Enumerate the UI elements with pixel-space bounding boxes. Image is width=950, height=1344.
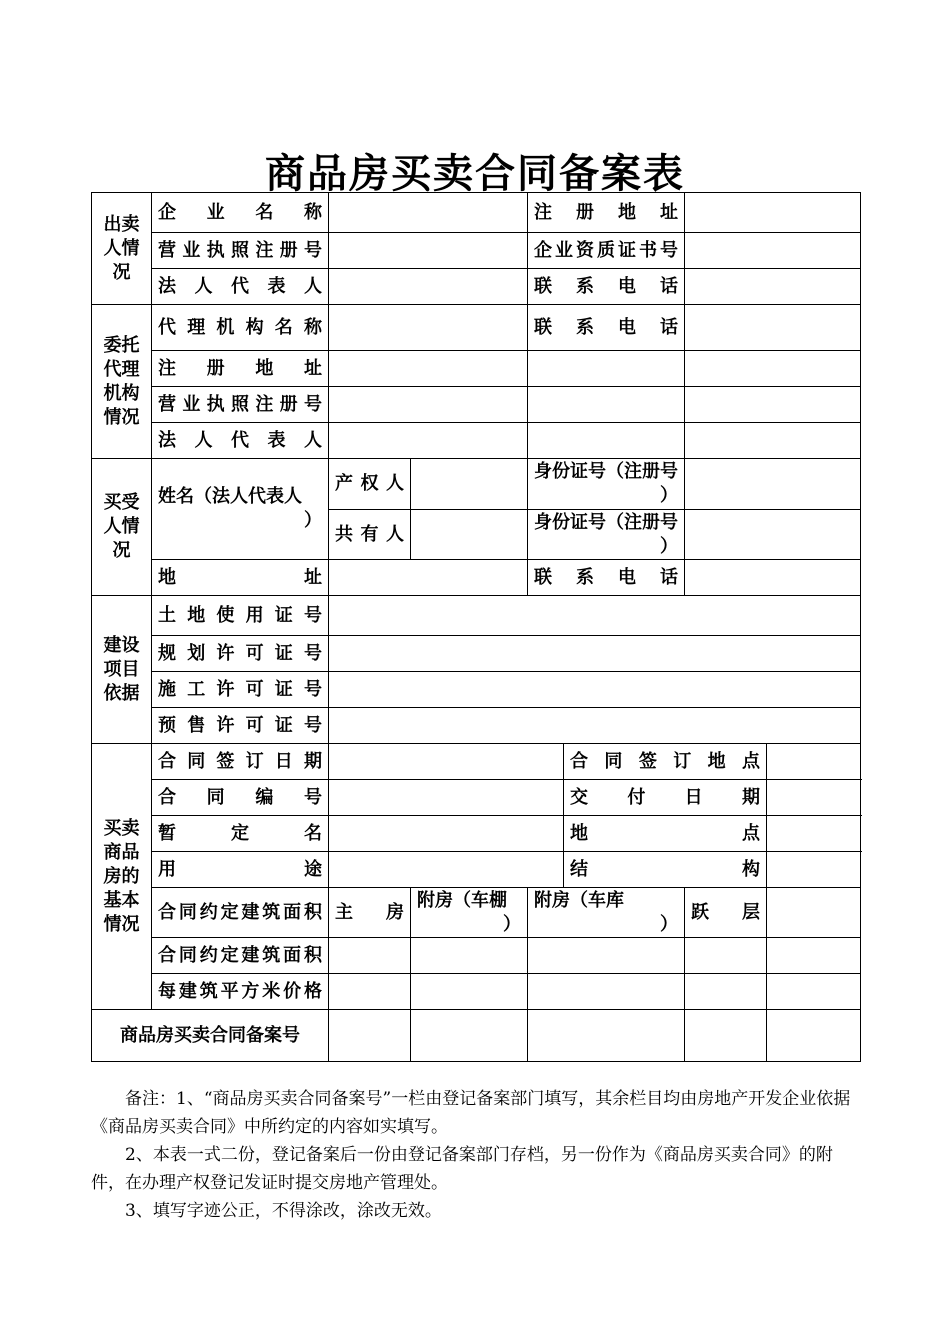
co-owner-id-label-close: ） (660, 535, 679, 557)
agent-section-label: 委托代理机构情况 (92, 305, 152, 459)
buyer-section-label: 买受人情况 (92, 459, 152, 596)
note-2: 2、本表一式二份，登记备案后一份由登记备案部门存档，另一份作为《商品房买卖合同》的附件，在办理产权登记发证时提交房地产管理处。 (91, 1145, 833, 1193)
seller-legal-rep-field[interactable] (329, 269, 528, 305)
usage-label: 用途 (152, 852, 329, 888)
buyer-name-label (152, 459, 329, 560)
agent-legal-rep-field[interactable] (329, 423, 528, 459)
unit-price-label: 每建筑平方米价格 (152, 974, 329, 1010)
sign-place-label: 合同签订地点 (564, 744, 767, 780)
record-no-field-1[interactable] (329, 1010, 411, 1062)
agent-blank-cell[interactable] (685, 423, 861, 459)
seller-license-label: 营业执照注册号 (152, 233, 329, 269)
planning-permit-label: 规划许可证号 (152, 636, 329, 672)
owner-id-label-text: 身份证号（注册号 (534, 461, 679, 482)
annex-shed-area-field[interactable] (411, 938, 528, 974)
duplex-field[interactable] (767, 888, 861, 938)
structure-label: 结构 (564, 852, 767, 888)
qualification-label: 企业资质证书号 (528, 233, 685, 269)
duplex-area-field[interactable] (685, 938, 767, 974)
land-cert-field[interactable] (329, 596, 861, 636)
agent-blank-cell[interactable] (528, 387, 685, 423)
co-owner-id-field[interactable] (685, 510, 861, 560)
company-name-label: 企业名称 (152, 193, 329, 233)
agent-phone-field[interactable] (685, 305, 861, 351)
record-no-label: 商品房买卖合同备案号 (92, 1010, 329, 1062)
agent-license-label: 营业执照注册号 (152, 387, 329, 423)
record-no-field-2[interactable] (411, 1010, 528, 1062)
usage-field[interactable] (329, 852, 564, 888)
annex-garage-price-field[interactable] (528, 974, 685, 1010)
co-owner-field[interactable] (411, 510, 528, 560)
contract-no-label: 合同编号 (152, 780, 329, 816)
temp-name-field[interactable] (329, 816, 564, 852)
buyer-address-field[interactable] (329, 560, 528, 596)
owner-id-field[interactable] (685, 459, 861, 510)
buyer-phone-label: 联系电话 (528, 560, 685, 596)
price-extra-field[interactable] (767, 974, 861, 1010)
main-room-label: 主房 (329, 888, 411, 938)
note-1: 备注：1、“商品房买卖合同备案号”一栏由登记备案部门填写，其余栏目均由房地产开发企业依据《商品房买卖合同》中所约定的内容如实填写。 (91, 1089, 851, 1137)
agent-reg-address-field[interactable] (329, 351, 528, 387)
buyer-address-label: 地址 (152, 560, 329, 596)
structure-field[interactable] (767, 852, 861, 888)
agent-blank-cell[interactable] (685, 351, 861, 387)
delivery-date-field[interactable] (767, 780, 861, 816)
owner-label: 产权人 (329, 459, 411, 510)
construction-permit-label: 施工许可证号 (152, 672, 329, 708)
seller-reg-address-label: 注册地址 (528, 193, 685, 233)
co-owner-id-label (528, 510, 685, 560)
agent-blank-cell[interactable] (528, 423, 685, 459)
qualification-field[interactable] (685, 233, 861, 269)
buyer-phone-field[interactable] (685, 560, 861, 596)
location-field[interactable] (767, 816, 861, 852)
notes-section (91, 1085, 860, 1225)
annex-shed-price-field[interactable] (411, 974, 528, 1010)
agency-name-field[interactable] (329, 305, 528, 351)
sign-date-label: 合同签订日期 (152, 744, 329, 780)
seller-section-label: 出卖人情况 (92, 193, 152, 305)
construction-permit-field[interactable] (329, 672, 861, 708)
record-no-field-4[interactable] (685, 1010, 767, 1062)
record-no-field-3[interactable] (528, 1010, 685, 1062)
sign-date-field[interactable] (329, 744, 564, 780)
seller-legal-rep-label: 法人代表人 (152, 269, 329, 305)
land-cert-label: 土地使用证号 (152, 596, 329, 636)
company-name-field[interactable] (329, 193, 528, 233)
buyer-name-label-close: ） (304, 510, 322, 531)
seller-phone-label: 联系电话 (528, 269, 685, 305)
note-3: 3、填写字迹公正，不得涂改，涂改无效。 (125, 1201, 442, 1221)
seller-reg-address-field[interactable] (685, 193, 861, 233)
seller-license-field[interactable] (329, 233, 528, 269)
agent-license-field[interactable] (329, 387, 528, 423)
area-label: 合同约定建筑面积 (152, 888, 329, 938)
owner-id-label-close: ） (660, 485, 679, 506)
buyer-name-label-text: 姓名（法人代表人 (158, 486, 302, 507)
contract-no-field[interactable] (329, 780, 564, 816)
agent-legal-rep-label: 法人代表人 (152, 423, 329, 459)
location-label: 地点 (564, 816, 767, 852)
filing-form-table (91, 192, 861, 1062)
area-extra-field[interactable] (767, 938, 861, 974)
annex-shed-label-close: ） (503, 913, 522, 935)
owner-id-label (528, 459, 685, 510)
agent-blank-cell[interactable] (528, 351, 685, 387)
sign-place-field[interactable] (767, 744, 861, 780)
agent-reg-address-label: 注册地址 (152, 351, 329, 387)
duplex-label: 跃层 (685, 888, 767, 938)
owner-field[interactable] (411, 459, 528, 510)
duplex-price-field[interactable] (685, 974, 767, 1010)
temp-name-label: 暂定名 (152, 816, 329, 852)
main-room-price-field[interactable] (329, 974, 411, 1010)
planning-permit-field[interactable] (329, 636, 861, 672)
seller-phone-field[interactable] (685, 269, 861, 305)
co-owner-label: 共有人 (329, 510, 411, 560)
agent-blank-cell[interactable] (685, 387, 861, 423)
agent-phone-label: 联系电话 (528, 305, 685, 351)
annex-garage-label-text: 附房（车库 (534, 889, 625, 911)
annex-garage-label (528, 888, 685, 938)
co-owner-id-label-text: 身份证号（注册号 (534, 511, 679, 533)
page-title: 商品房买卖合同备案表 (265, 150, 685, 197)
annex-garage-label-close: ） (660, 913, 679, 935)
area-label-2: 合同约定建筑面积 (152, 938, 329, 974)
project-section-label: 建设项目依据 (92, 596, 152, 744)
presale-permit-field[interactable] (329, 708, 861, 744)
house-section-label: 买卖商品房的基本情况 (92, 744, 152, 1010)
annex-shed-label (411, 888, 528, 938)
annex-garage-area-field[interactable] (528, 938, 685, 974)
delivery-date-label: 交付日期 (564, 780, 767, 816)
agency-name-label: 代理机构名称 (152, 305, 329, 351)
annex-shed-label-text: 附房（车棚 (417, 889, 507, 911)
main-room-area-field[interactable] (329, 938, 411, 974)
record-no-field-5[interactable] (767, 1010, 861, 1062)
presale-permit-label: 预售许可证号 (152, 708, 329, 744)
